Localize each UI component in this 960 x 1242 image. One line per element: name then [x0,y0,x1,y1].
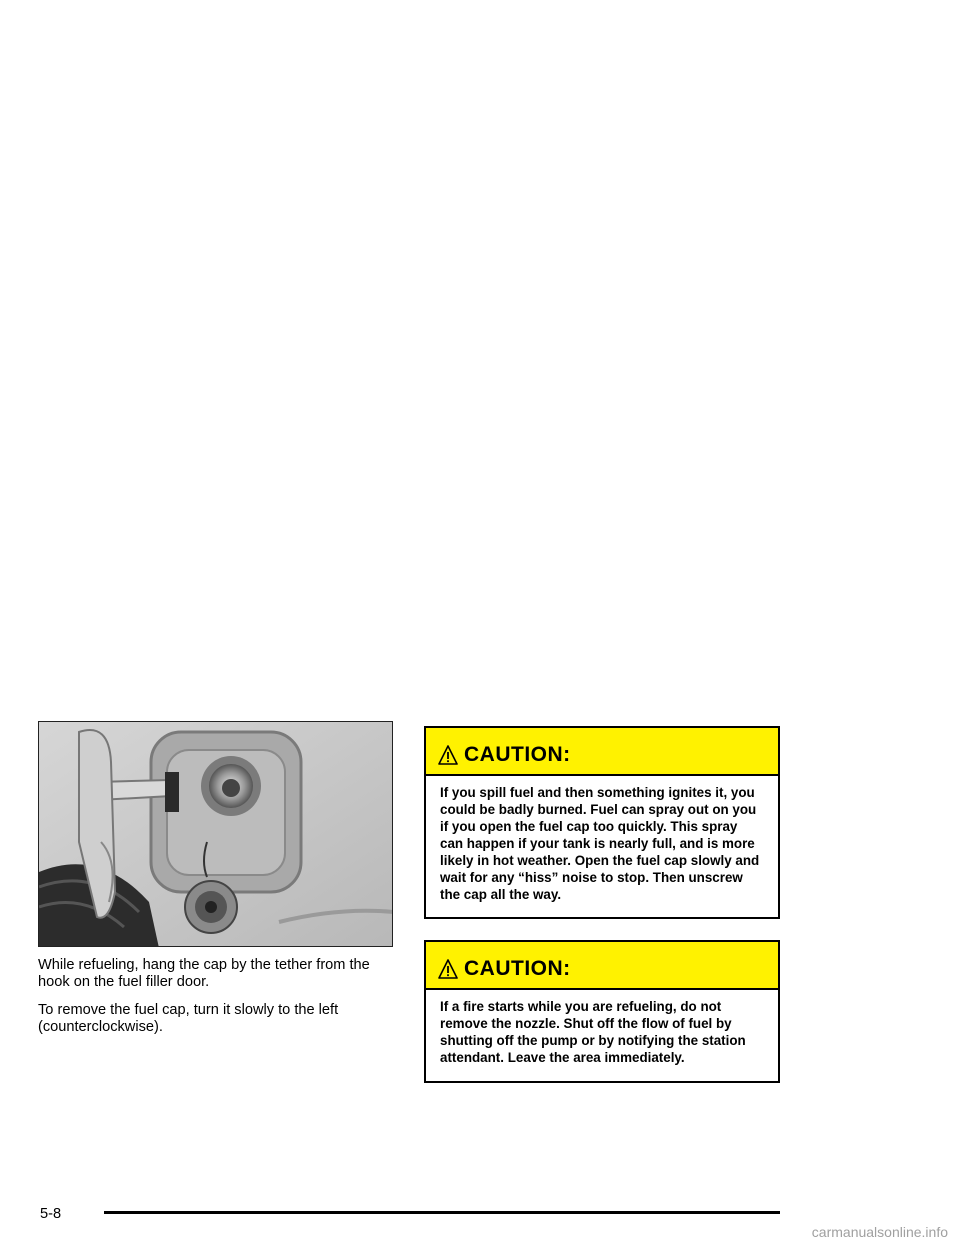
caution-header [426,728,778,776]
watermark: carmanualsonline.info [811,1224,948,1240]
caution-header [426,942,778,990]
caution-box-fire [424,940,780,1083]
warning-triangle-icon [438,744,458,766]
fuel-filler-door-illustration [39,722,393,947]
paragraph-tether: While refueling, hang the cap by the tether from the hook on the fuel filler door. [38,957,370,990]
caution-title: CAUTION: [464,743,571,766]
caution-body: If you spill fuel and then something ignites it, you could be badly burned. Fuel can spray out on you if you open the fuel cap too quickly. This spray can happen if your tank is nearly full, and is more likely in hot weather. Open the fuel cap slowly and wait for any “hiss” noise to stop. Then unscrew the cap all the way. [440,785,760,902]
left-column-text [38,957,398,1047]
footer-rule [104,1211,780,1214]
caution-title: CAUTION: [464,957,571,980]
paragraph-remove-cap: To remove the fuel cap, turn it slowly to the left (counterclockwise). [38,1002,339,1035]
caution-body: If a fire starts while you are refueling, do not remove the nozzle. Shut off the flow of fuel by shutting off the pump or by notifying the station attendant. Leave the area immediately. [440,999,746,1065]
warning-triangle-icon [438,958,458,980]
fuel-cap-photo [38,721,393,947]
page-number: 5-8 [40,1206,62,1222]
caution-box-spill [424,726,780,919]
